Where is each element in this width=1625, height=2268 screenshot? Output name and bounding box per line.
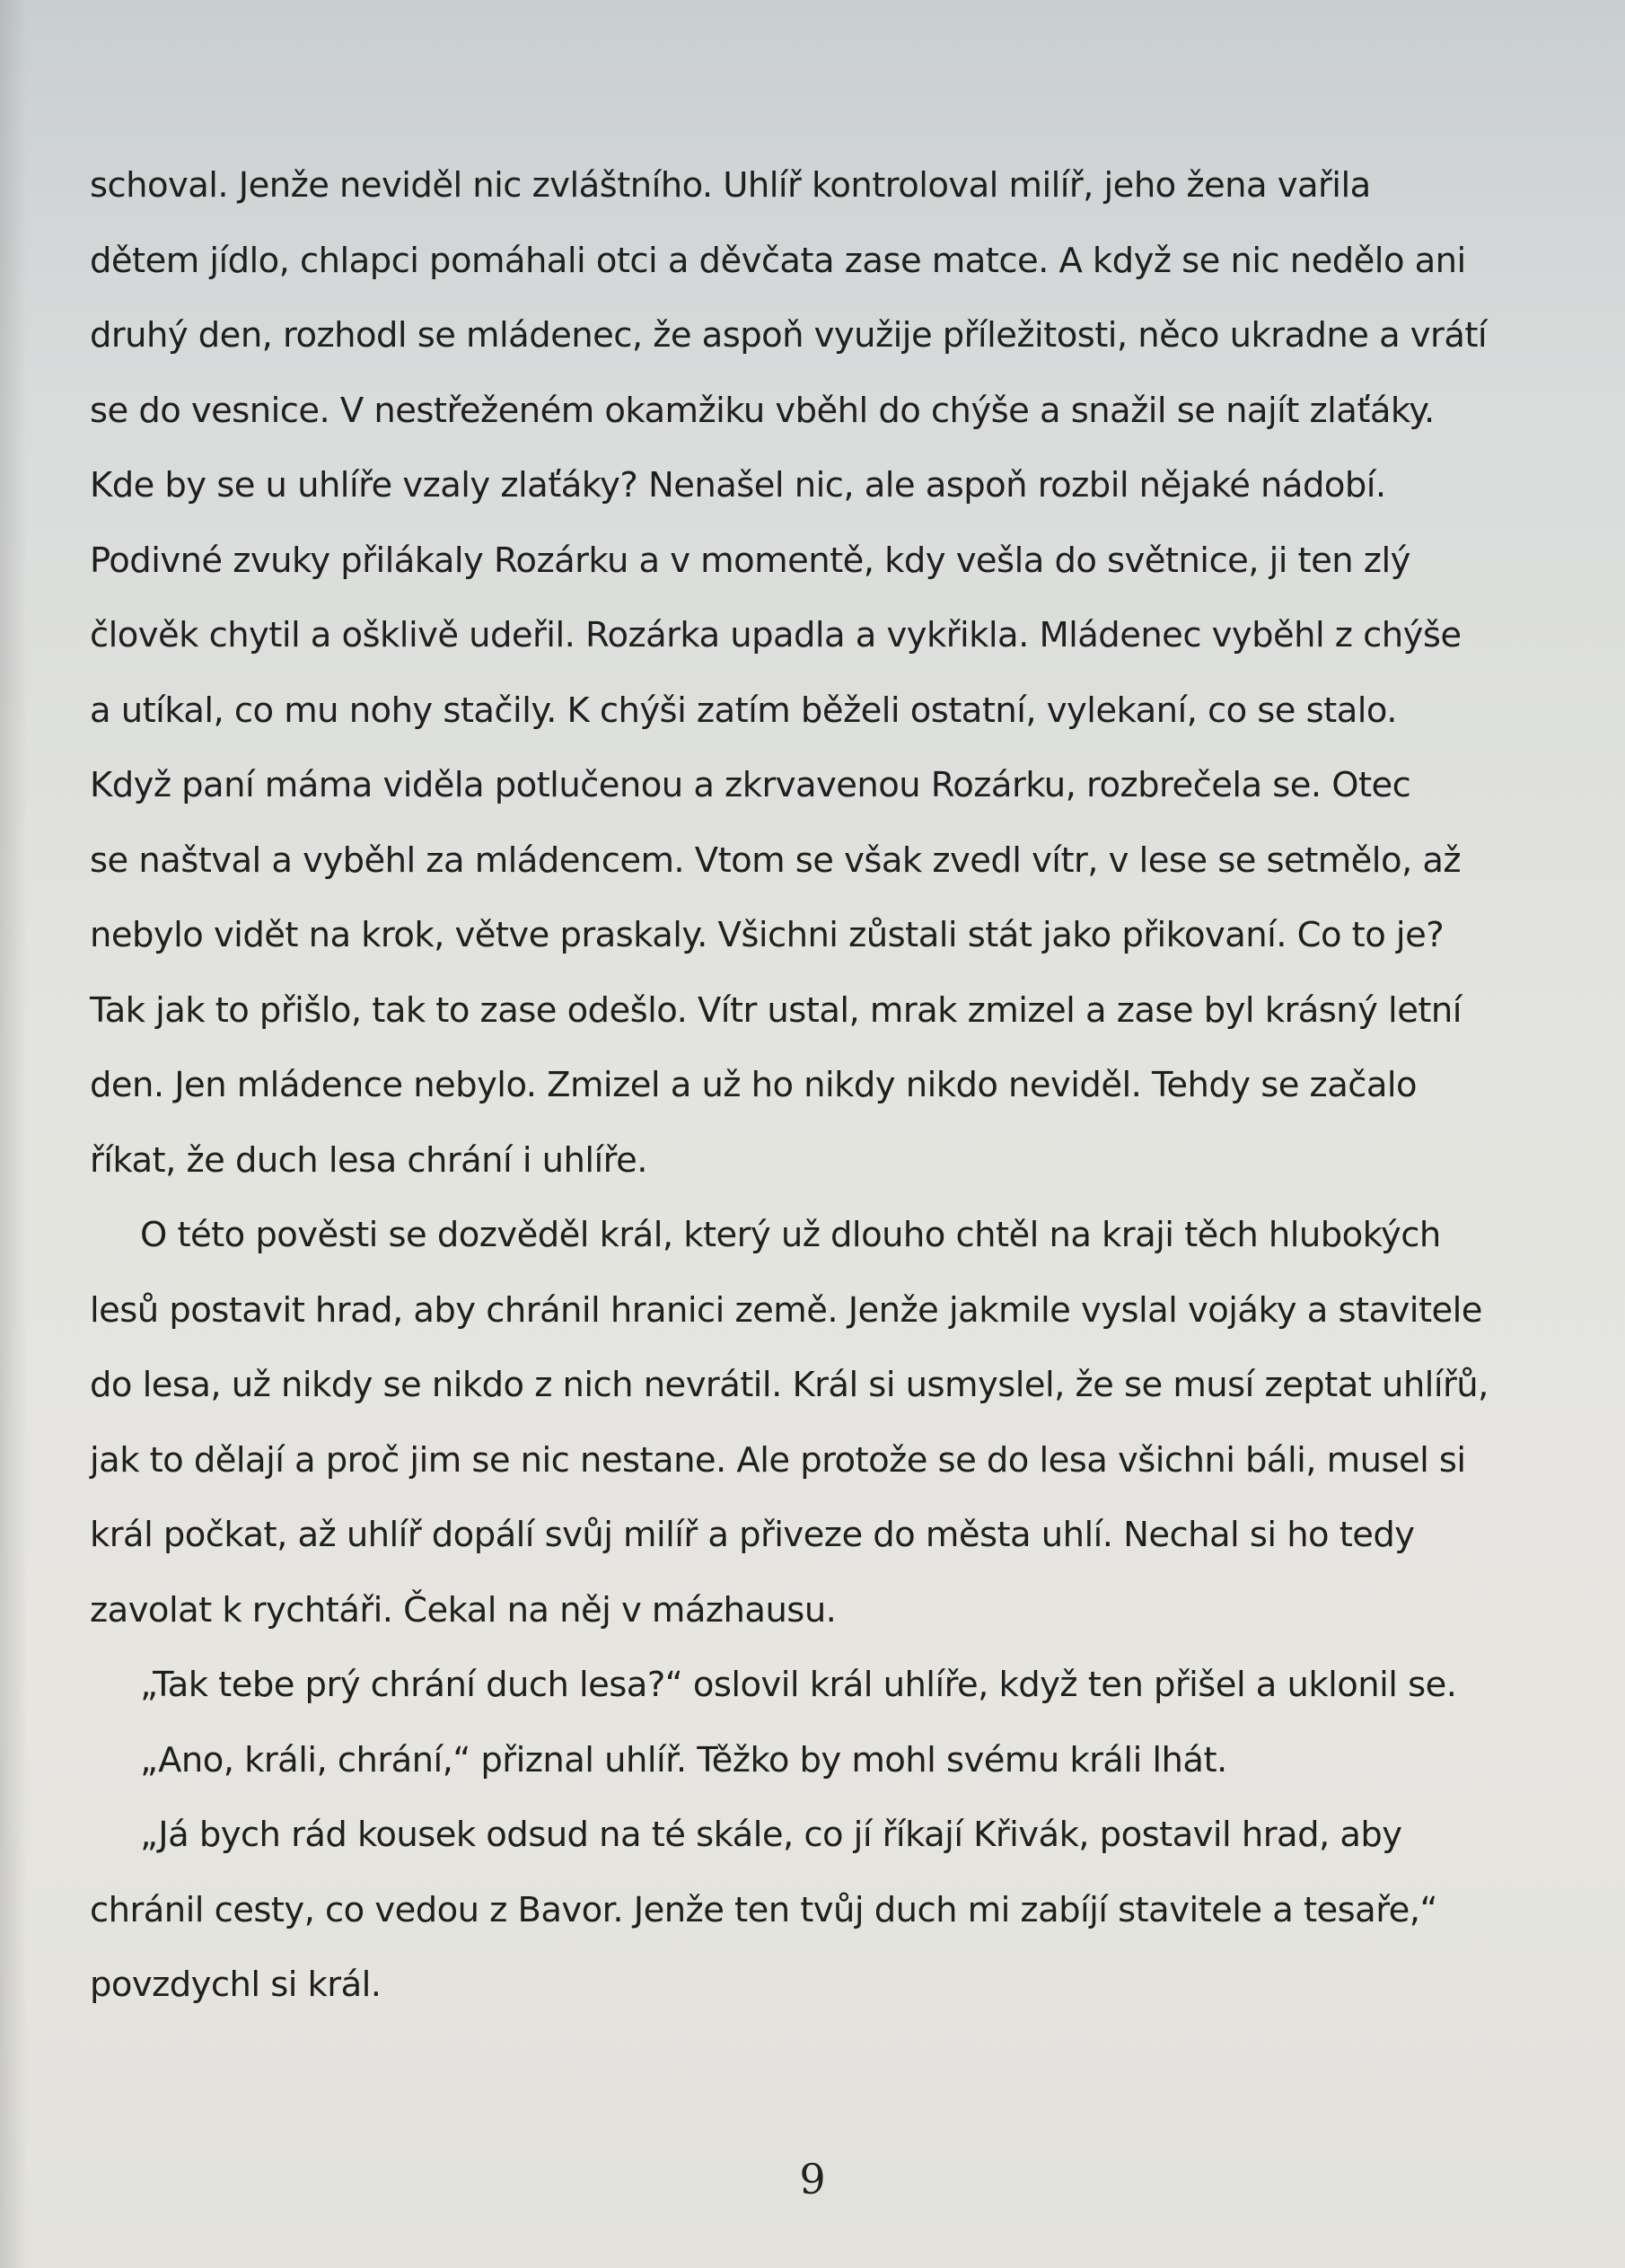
text-line: Když paní máma viděla potlučenou a zkrvavenou Rozárku, rozbrečela se. Otec bbox=[90, 765, 1411, 805]
text-line: chránil cesty, co vedou z Bavor. Jenže ten tvůj duch mi zabíjí stavitele a tesaře,“ bbox=[90, 1889, 1437, 1930]
text-line: „Tak tebe prý chrání duch lesa?“ oslovil král uhlíře, když ten přišel a uklonil se. bbox=[140, 1665, 1457, 1705]
text-line: jak to dělají a proč jim se nic nestane. Ale protože se do lesa všichni báli, musel si bbox=[90, 1439, 1466, 1481]
text-line: druhý den, rozhodl se mládenec, že aspoň využije příležitosti, něco ukradne a vrátí bbox=[90, 315, 1488, 356]
text-line: dětem jídlo, chlapci pomáhali otci a děvčata zase matce. A když se nic nedělo ani bbox=[90, 240, 1466, 281]
page-number: 9 bbox=[799, 2155, 826, 2203]
text-line: se do vesnice. V nestřeženém okamžiku vběhl do chýše a snažil se najít zlaťáky. bbox=[90, 390, 1435, 431]
text-line: den. Jen mládence nebylo. Zmizel a už ho nikdy nikdo neviděl. Tehdy se začalo bbox=[90, 1065, 1418, 1105]
text-line: do lesa, už nikdy se nikdo z nich nevrátil. Král si usmyslel, že se musí zeptat uhlířů, bbox=[90, 1365, 1489, 1405]
body-text bbox=[90, 148, 1576, 2023]
text-line: nebylo vidět na krok, větve praskaly. Všichni zůstali stát jako přikovaní. Co to je? bbox=[90, 915, 1445, 955]
text-line: a utíkal, co mu nohy stačily. K chýši zatím běželi ostatní, vylekaní, co se stalo. bbox=[90, 690, 1397, 731]
text-line: se naštval a vyběhl za mládencem. Vtom se však zvedl vítr, v lese se setmělo, až bbox=[90, 840, 1462, 881]
text-line: říkat, že duch lesa chrání i uhlíře. bbox=[90, 1139, 647, 1181]
text-line: zavolat k rychtáři. Čekal na něj v mázhausu. bbox=[90, 1589, 837, 1631]
text-line: Tak jak to přišlo, tak to zase odešlo. Vítr ustal, mrak zmizel a zase byl krásný letní bbox=[90, 989, 1462, 1031]
text-line: O této pověsti se dozvěděl král, který už dlouho chtěl na kraji těch hlubokých bbox=[140, 1215, 1441, 1255]
text-line: „Já bych rád kousek odsud na té skále, co jí říkají Křivák, postavil hrad, aby bbox=[140, 1815, 1402, 1855]
text-line: Kde by se u uhlíře vzaly zlaťáky? Nenašel nic, ale aspoň rozbil nějaké nádobí. bbox=[90, 465, 1386, 505]
text-line: schoval. Jenže neviděl nic zvláštního. Uhlíř kontroloval milíř, jeho žena vařila bbox=[90, 165, 1371, 206]
text-line: Podivné zvuky přilákaly Rozárku a v momentě, kdy vešla do světnice, ji ten zlý bbox=[90, 540, 1410, 581]
text-line: „Ano, králi, chrání,“ přiznal uhlíř. Těžko by mohl svému králi lhát. bbox=[140, 1739, 1227, 1780]
page-edge-shadow bbox=[0, 0, 27, 2268]
text-line: lesů postavit hrad, aby chránil hranici země. Jenže jakmile vyslal vojáky a stavitele bbox=[90, 1289, 1482, 1331]
text-line: povzdychl si král. bbox=[90, 1965, 382, 2005]
text-line: člověk chytil a ošklivě udeřil. Rozárka upadla a vykřikla. Mládenec vyběhl z chýše bbox=[90, 615, 1462, 655]
text-line: král počkat, až uhlíř dopálí svůj milíř a přiveze do města uhlí. Nechal si ho tedy bbox=[90, 1515, 1415, 1555]
